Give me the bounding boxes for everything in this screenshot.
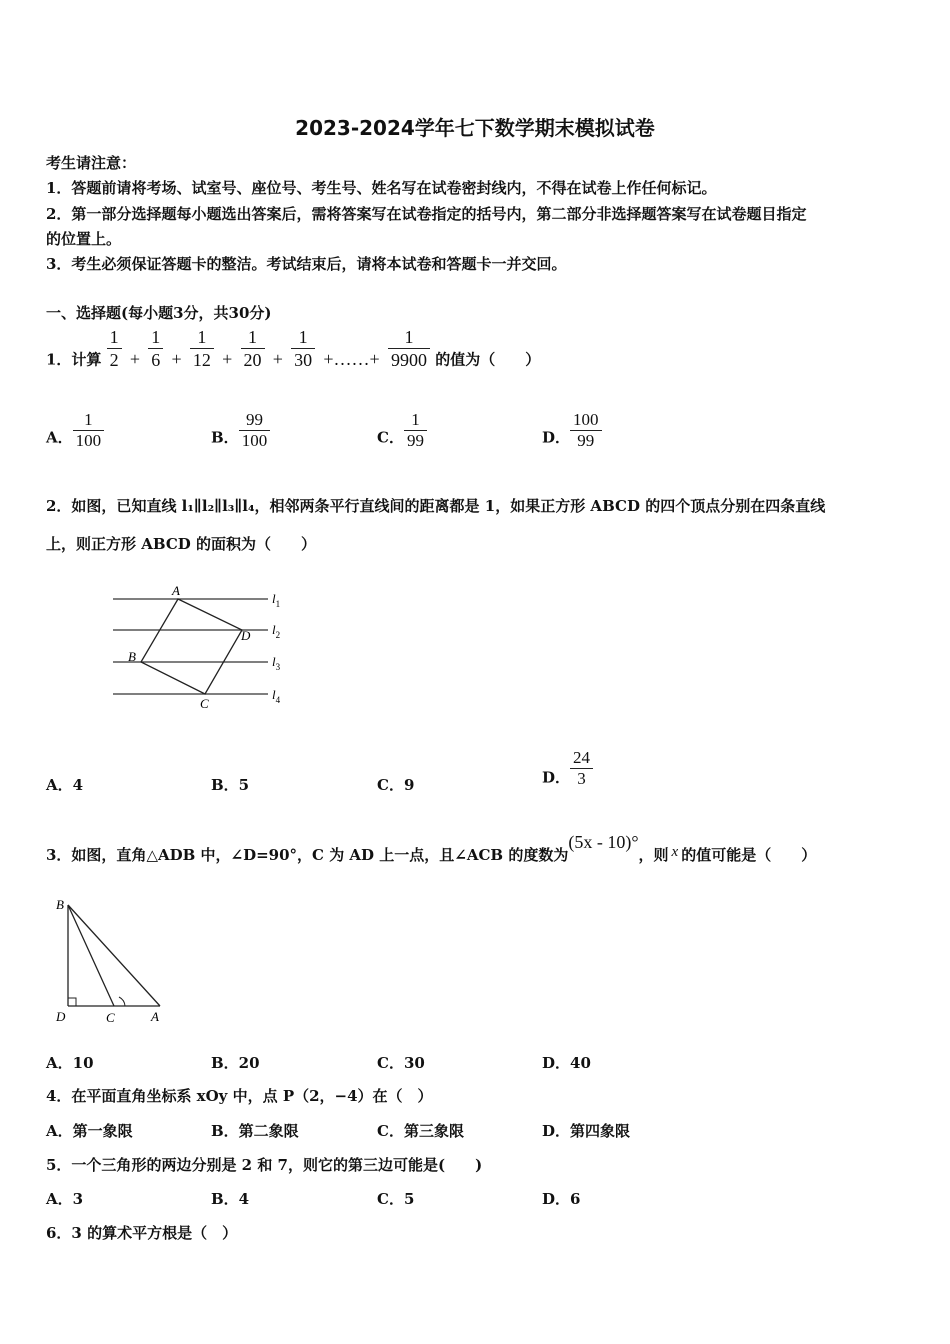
label-b: B xyxy=(128,649,136,664)
question-4: 4．在平面直角坐标系 xOy 中，点 P（2，−4）在（ ） xyxy=(46,1087,433,1105)
label-l2: $l_2$ xyxy=(272,622,281,640)
notice-line-2a: 2．第一部分选择题每小题选出答案后，需将答案写在试卷指定的括号内，第二部分非选择题答案写在试卷题目指定 xyxy=(46,205,807,223)
segment-bc xyxy=(68,905,114,1006)
q2-figure xyxy=(100,578,300,713)
q1-term-2: $\frac{1}{6}$ xyxy=(148,326,163,371)
label-l4: $l_4$ xyxy=(272,687,281,705)
label-d: D xyxy=(241,628,251,643)
q2-option-a: A．4 xyxy=(46,776,84,794)
q2-option-d: D． $\frac{24}{3}$ xyxy=(542,748,593,789)
q1-term-1: $\frac{1}{2}$ xyxy=(107,326,122,371)
question-1: 1．计算 $\frac{1}{2}$ + $\frac{1}{6}$ + $\frac{1}{12}$ + $\frac{1}{20}$ + $\frac{1}{30}$ +……+ $\frac{1}{9900}$ 的值为（ ） xyxy=(46,327,541,370)
q4-option-d: D．第四象限 xyxy=(542,1122,631,1140)
label-b: B xyxy=(56,897,64,912)
question-2-line-2: 上，则正方形 ABCD 的面积为（ ） xyxy=(46,535,316,553)
label-l3: $l_3$ xyxy=(272,654,281,672)
label-a: A xyxy=(172,583,180,598)
q3-option-d: D．40 xyxy=(542,1054,591,1072)
label-a: A xyxy=(151,1009,159,1024)
notice-heading: 考生请注意： xyxy=(46,154,137,172)
notice-line-1: 1．答题前请将考场、试室号、座位号、考生号、姓名写在试卷密封线内，不得在试卷上作任何标记。 xyxy=(46,179,717,197)
q2-option-b: B．5 xyxy=(211,776,250,794)
q5-option-b: B．4 xyxy=(211,1190,250,1208)
question-2-line-1: 2．如图，已知直线 l₁∥l₂∥l₃∥l₄，相邻两条平行直线间的距离都是 1，如果正方形 ABCD 的四个顶点分别在四条直线 xyxy=(46,497,826,515)
q1-term-last: $\frac{1}{9900}$ xyxy=(388,326,430,371)
q2-option-c: C．9 xyxy=(377,776,415,794)
segment-ba xyxy=(68,905,160,1006)
q3-expression: (5x - 10)° xyxy=(568,832,639,852)
q4-option-c: C．第三象限 xyxy=(377,1122,464,1140)
q3-option-c: C．30 xyxy=(377,1054,425,1072)
q1-term-4: $\frac{1}{20}$ xyxy=(241,326,265,371)
label-l1: $l_1$ xyxy=(272,591,281,609)
q1-term-5: $\frac{1}{30}$ xyxy=(291,326,315,371)
angle-acb-arc xyxy=(119,997,125,1006)
q1-option-d: D． $\frac{100}{99}$ xyxy=(542,410,602,451)
section-heading: 一、选择题(每小题3分，共30分) xyxy=(46,304,272,322)
q1-option-c: C． $\frac{1}{99}$ xyxy=(377,410,427,451)
label-c: C xyxy=(106,1010,115,1025)
q3-option-a: A．10 xyxy=(46,1054,94,1072)
label-d: D xyxy=(56,1009,66,1024)
q1-option-b: B． $\frac{99}{100}$ xyxy=(211,410,270,451)
page-title: 2023-2024学年七下数学期末模拟试卷 xyxy=(295,116,655,140)
q3-option-b: B．20 xyxy=(211,1054,260,1072)
notice-line-2b: 的位置上。 xyxy=(46,230,122,248)
q3-figure xyxy=(48,893,173,1028)
q3-variable: x xyxy=(671,844,679,860)
square-abcd xyxy=(141,599,242,694)
notice-line-3: 3．考生必须保证答题卡的整洁。考试结束后，请将本试卷和答题卡一并交回。 xyxy=(46,255,567,273)
q5-option-c: C．5 xyxy=(377,1190,415,1208)
q1-option-a: A． $\frac{1}{100}$ xyxy=(46,410,104,451)
label-c: C xyxy=(200,696,209,711)
q1-suffix: 的值为（ ） xyxy=(435,350,541,369)
q4-option-a: A．第一象限 xyxy=(46,1122,133,1140)
q4-option-b: B．第二象限 xyxy=(211,1122,299,1140)
question-3: 3．如图，直角△ADB 中，∠D=90°，C 为 AD 上一点，且∠ACB 的度数为(5x - 10)°，则 x 的值可能是（ ） xyxy=(46,832,817,864)
question-6: 6．3 的算术平方根是（ ） xyxy=(46,1224,238,1242)
q1-term-3: $\frac{1}{12}$ xyxy=(190,326,214,371)
question-5: 5．一个三角形的两边分别是 2 和 7，则它的第三边可能是( ) xyxy=(46,1156,483,1174)
q5-option-a: A．3 xyxy=(46,1190,84,1208)
right-angle-mark xyxy=(68,998,76,1006)
q5-option-d: D．6 xyxy=(542,1190,581,1208)
q1-prefix: 1．计算 xyxy=(46,350,102,369)
